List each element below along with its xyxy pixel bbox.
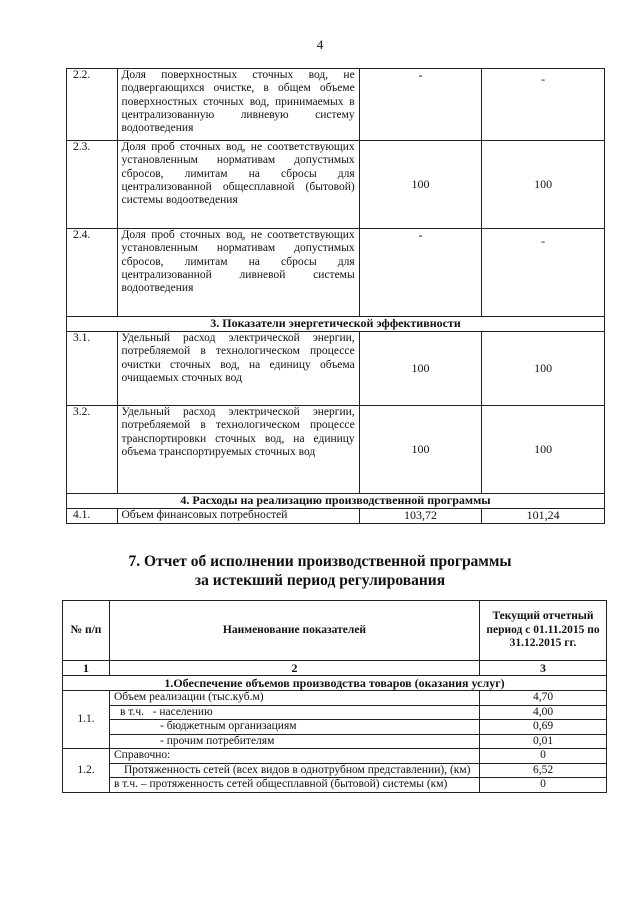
row-name: - прочим потребителям bbox=[110, 734, 480, 749]
row-value: 6,52 bbox=[480, 763, 607, 778]
row-value: 4,00 bbox=[480, 705, 607, 720]
row-name: Доля проб сточных вод, не соответствующих установленным нормативам допустимых сбросов, лимитам на сбросы для централизованной общесплавной (бытовой) системы водоотведения bbox=[117, 141, 359, 229]
row-name: Удельный расход электрической энергии, потребляемой в технологическом процессе очистки сточных вод, на единицу объема очищаемых сточных вод bbox=[117, 332, 359, 406]
row-name: Удельный расход электрической энергии, потребляемой в технологическом процессе транспортировки сточных вод, на единицу объема транспортируемых сточных вод bbox=[117, 406, 359, 494]
header-row bbox=[63, 601, 607, 661]
header-period: Текущий отчетный период с 01.11.2015 по 31.12.2015 гг. bbox=[480, 601, 607, 661]
heading-line-2: за истекший период регулирования bbox=[194, 572, 446, 589]
row-value: 0,69 bbox=[480, 720, 607, 735]
table-row bbox=[63, 691, 607, 706]
row-value-2: 100 bbox=[482, 406, 605, 494]
row-value-1: 100 bbox=[359, 406, 482, 494]
row-value: 0 bbox=[480, 778, 607, 793]
row-value-2: 101,24 bbox=[482, 509, 605, 524]
row-number: 3.1. bbox=[67, 332, 118, 406]
table-row bbox=[63, 749, 607, 764]
row-number: 2.3. bbox=[67, 141, 118, 229]
table-row bbox=[63, 705, 607, 720]
row-number: 2.4. bbox=[67, 229, 118, 317]
row-name: - населению bbox=[152, 705, 213, 718]
table-row bbox=[67, 229, 605, 317]
section-header bbox=[67, 494, 605, 509]
indicators-table bbox=[66, 68, 605, 524]
column-number: 3 bbox=[480, 661, 607, 676]
row-prefix: в т.ч. bbox=[120, 705, 144, 718]
row-value-2: 100 bbox=[482, 332, 605, 406]
header-name: Наименование показателей bbox=[110, 601, 480, 661]
table-row bbox=[63, 720, 607, 735]
row-value-2: - bbox=[482, 229, 605, 317]
row-name: Доля проб сточных вод, не соответствующих установленным нормативам допустимых сбросов, лимитам на сбросы для централизованной ливневой системы водоотведения bbox=[117, 229, 359, 317]
row-name: Объем реализации (тыс.куб.м) bbox=[110, 691, 480, 706]
section-title: 3. Показатели энергетической эффективности bbox=[67, 317, 605, 332]
group-number: 1.2. bbox=[63, 749, 110, 793]
row-name: Справочно: bbox=[110, 749, 480, 764]
row-value-1: - bbox=[359, 229, 482, 317]
row-value-2: - bbox=[482, 69, 605, 141]
row-number: 4.1. bbox=[67, 509, 118, 524]
section-heading bbox=[0, 552, 640, 590]
table-row bbox=[63, 778, 607, 793]
row-value: 0 bbox=[480, 749, 607, 764]
section-title: 1.Обеспечение объемов производства товаров (оказания услуг) bbox=[63, 676, 607, 691]
section-header bbox=[63, 676, 607, 691]
row-value: 4,70 bbox=[480, 691, 607, 706]
row-value: 0,01 bbox=[480, 734, 607, 749]
row-name: Протяженность сетей (всех видов в однотрубном представлении), (км) bbox=[110, 763, 480, 778]
table-row bbox=[67, 509, 605, 524]
row-value-1: - bbox=[359, 69, 482, 141]
heading-line-1: 7. Отчет об исполнении производственной программы bbox=[128, 553, 512, 570]
header-number: № п/п bbox=[63, 601, 110, 661]
row-value-1: 100 bbox=[359, 332, 482, 406]
section-header bbox=[67, 317, 605, 332]
table-row bbox=[63, 763, 607, 778]
row-name-cell bbox=[110, 705, 480, 720]
report-table bbox=[62, 600, 607, 793]
row-value-1: 100 bbox=[359, 141, 482, 229]
page-number: 4 bbox=[316, 37, 324, 52]
table-row bbox=[67, 406, 605, 494]
row-name: Доля поверхностных сточных вод, не подвергающихся очистке, в общем объеме поверхностных сточных вод, принимаемых в централизованную ливневую систему водоотведения bbox=[117, 69, 359, 141]
row-name: в т.ч. – протяженность сетей общесплавной (бытовой) системы (км) bbox=[110, 778, 480, 793]
row-name: Объем финансовых потребностей bbox=[117, 509, 359, 524]
table-row bbox=[67, 141, 605, 229]
row-number: 3.2. bbox=[67, 406, 118, 494]
row-value-2: 100 bbox=[482, 141, 605, 229]
column-numbers-row bbox=[63, 661, 607, 676]
column-number: 2 bbox=[110, 661, 480, 676]
section-title: 4. Расходы на реализацию производственной программы bbox=[67, 494, 605, 509]
table-row bbox=[63, 734, 607, 749]
row-number: 2.2. bbox=[67, 69, 118, 141]
table-row bbox=[67, 332, 605, 406]
row-name: - бюджетным организациям bbox=[110, 720, 480, 735]
column-number: 1 bbox=[63, 661, 110, 676]
group-number: 1.1. bbox=[63, 691, 110, 749]
row-value-1: 103,72 bbox=[359, 509, 482, 524]
table-row bbox=[67, 69, 605, 141]
